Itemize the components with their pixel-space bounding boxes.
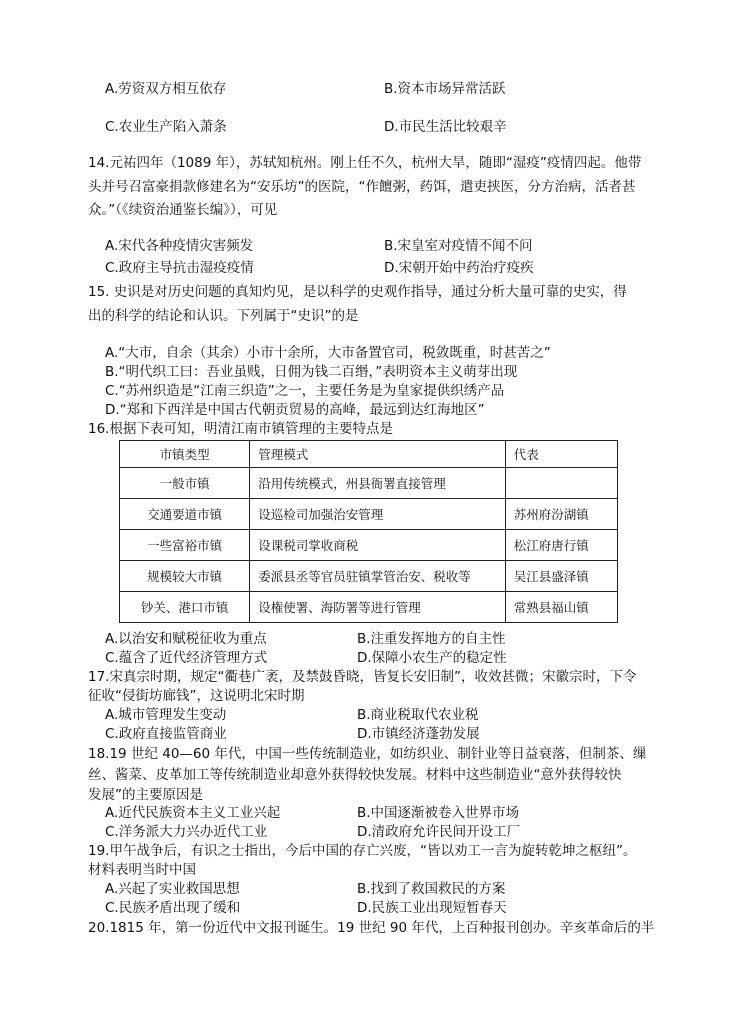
q19-option-d: D.民族工业出现短暂春天 [357,900,507,916]
q15-option-a: A.“大市，自余（其余）小市十余所，大市备置官司，税敛既重，时甚苦之” [105,345,551,361]
q14-option-c: C.政府主导抗击湿疫疫情 [105,260,254,276]
q14-option-a: A.宋代各种疫情灾害频发 [105,238,254,254]
q14-stem-line3: 众。”（《续资治通鉴长编》），可见 [88,202,278,218]
table-cell: 一般市镇 [120,468,250,499]
q16-option-a: A.以治安和赋税征收为重点 [105,631,267,647]
q19-option-c: C.民族矛盾出现了缓和 [105,900,241,916]
q14-stem-line1: 14.元祐四年（1089 年），苏轼知杭州。刚上任不久，杭州大旱，随即“湿疫”疫情四起。他带 [88,155,642,171]
q18-stem-line3: 发展”的主要原因是 [88,787,203,803]
table-cell: 设権使署、海防署等进行管理 [250,592,506,623]
table-cell: 设巡检司加强治安管理 [250,499,506,530]
table-cell: 一些富裕市镇 [120,530,250,561]
q15-stem-line2: 出的科学的结论和认识。下列属于“史识”的是 [88,308,359,324]
q18-option-b: B.中国逐渐被卷入世界市场 [357,805,520,821]
table-cell: 吴江县盛泽镇 [505,561,617,592]
q17-option-b: B.商业税取代农业税 [357,707,479,723]
table-cell [505,468,617,499]
table-cell: 钞关、港口市镇 [120,592,250,623]
table-header-cell: 代表 [505,441,617,468]
q14-option-b: B.宋皇室对疫情不闻不问 [384,238,533,254]
q19-stem-line1: 19.甲午战争后，有识之士指出，今后中国的存亡兴废，“皆以劝工一言为旋转乾坤之枢纽”。 [88,843,637,859]
q20-stem-line1: 20.1815 年，第一份近代中文报刊诞生。19 世纪 90 年代，上百种报刊创办。辛亥革命后的半 [88,920,655,936]
table-cell: 常熟县福山镇 [505,592,617,623]
table-header-cell: 市镇类型 [120,441,250,468]
q13-option-c: C.农业生产陷入萧条 [105,119,227,135]
q16-option-b: B.注重发挥地方的自主性 [357,631,506,647]
q16-stem: 16.根据下表可知，明清江南市镇管理的主要特点是 [88,421,393,437]
table-cell: 沿用传统模式，州县衙署直接管理 [250,468,506,499]
q18-stem-line2: 丝、酱菜、皮革加工等传统制造业却意外获得较快发展。材料中这些制造业“意外获得较快 [88,767,622,783]
q17-stem-line1: 17.宋真宗时期，规定“衢巷广袤，及禁鼓昏晓，皆复长安旧制”，收效甚微；宋徽宗时，下令 [88,669,637,685]
q13-option-b: B.资本市场异常活跃 [384,81,506,97]
table-cell: 苏州府汾湖镇 [505,499,617,530]
q13-option-a: A.劳资双方相互依存 [105,81,227,97]
q17-option-c: C.政府直接监管商业 [105,726,227,742]
q18-option-d: D.清政府允许民间开设工厂 [357,824,521,840]
table-row [120,561,618,592]
q15-option-d: D.“郑和下西洋是中国古代朝贡贸易的高峰，最远到达红海地区” [105,402,485,418]
q19-option-a: A.兴起了实业救国思想 [105,881,240,897]
table-cell: 交通要道市镇 [120,499,250,530]
table-cell: 松江府唐行镇 [505,530,617,561]
q15-option-c: C.“苏州织造是“江南三织造”之一，主要任务是为皇家提供织绣产品 [105,383,505,399]
market-town-table [119,440,618,623]
q15-option-b: B.“明代织工曰：吾业虽贱，日佣为钱二百缗，”表明资本主义萌芽出现 [105,364,518,380]
q14-option-d: D.宋朝开始中药治疗疫疾 [384,260,534,276]
table-row [120,530,618,561]
q17-stem-line2: 征收“侵街坊廊钱”，这说明北宋时期 [88,688,305,704]
q16-option-c: C.蕴含了近代经济管理方式 [105,650,268,666]
q13-option-d: D.市民生活比较艰辛 [384,119,507,135]
q18-option-a: A.近代民族资本主义工业兴起 [105,805,281,821]
q15-stem-line1: 15. 史识是对历史问题的真知灼见，是以科学的史观作指导，通过分析大量可靠的史实，得 [88,284,627,300]
q17-option-d: D.市镇经济蓬勃发展 [357,726,480,742]
q18-option-c: C.洋务派大力兴办近代工业 [105,824,268,840]
table-header-row [120,441,618,468]
table-row [120,468,618,499]
q19-option-b: B.找到了救国救民的方案 [357,881,506,897]
q17-option-a: A.城市管理发生变动 [105,707,227,723]
q14-stem-line2: 头并号召富豪捐款修建名为“安乐坊”的医院，“作饘粥，药饵，遣吏挟医，分方治病，活者甚 [88,179,636,195]
q18-stem-line1: 18.19 世纪 40—60 年代，中国一些传统制造业，如纺织业、制针业等日益衰落，但制茶、缫 [88,746,647,762]
q19-stem-line2: 材料表明当时中国 [88,862,196,878]
q16-option-d: D.保障小农生产的稳定性 [357,650,507,666]
table-header-cell: 管理模式 [250,441,506,468]
table-cell: 规模较大市镇 [120,561,250,592]
table-cell: 委派县丞等官员驻镇掌管治安、税收等 [250,561,506,592]
table-cell: 设课税司掌收商税 [250,530,506,561]
table-row [120,592,618,623]
table-row [120,499,618,530]
